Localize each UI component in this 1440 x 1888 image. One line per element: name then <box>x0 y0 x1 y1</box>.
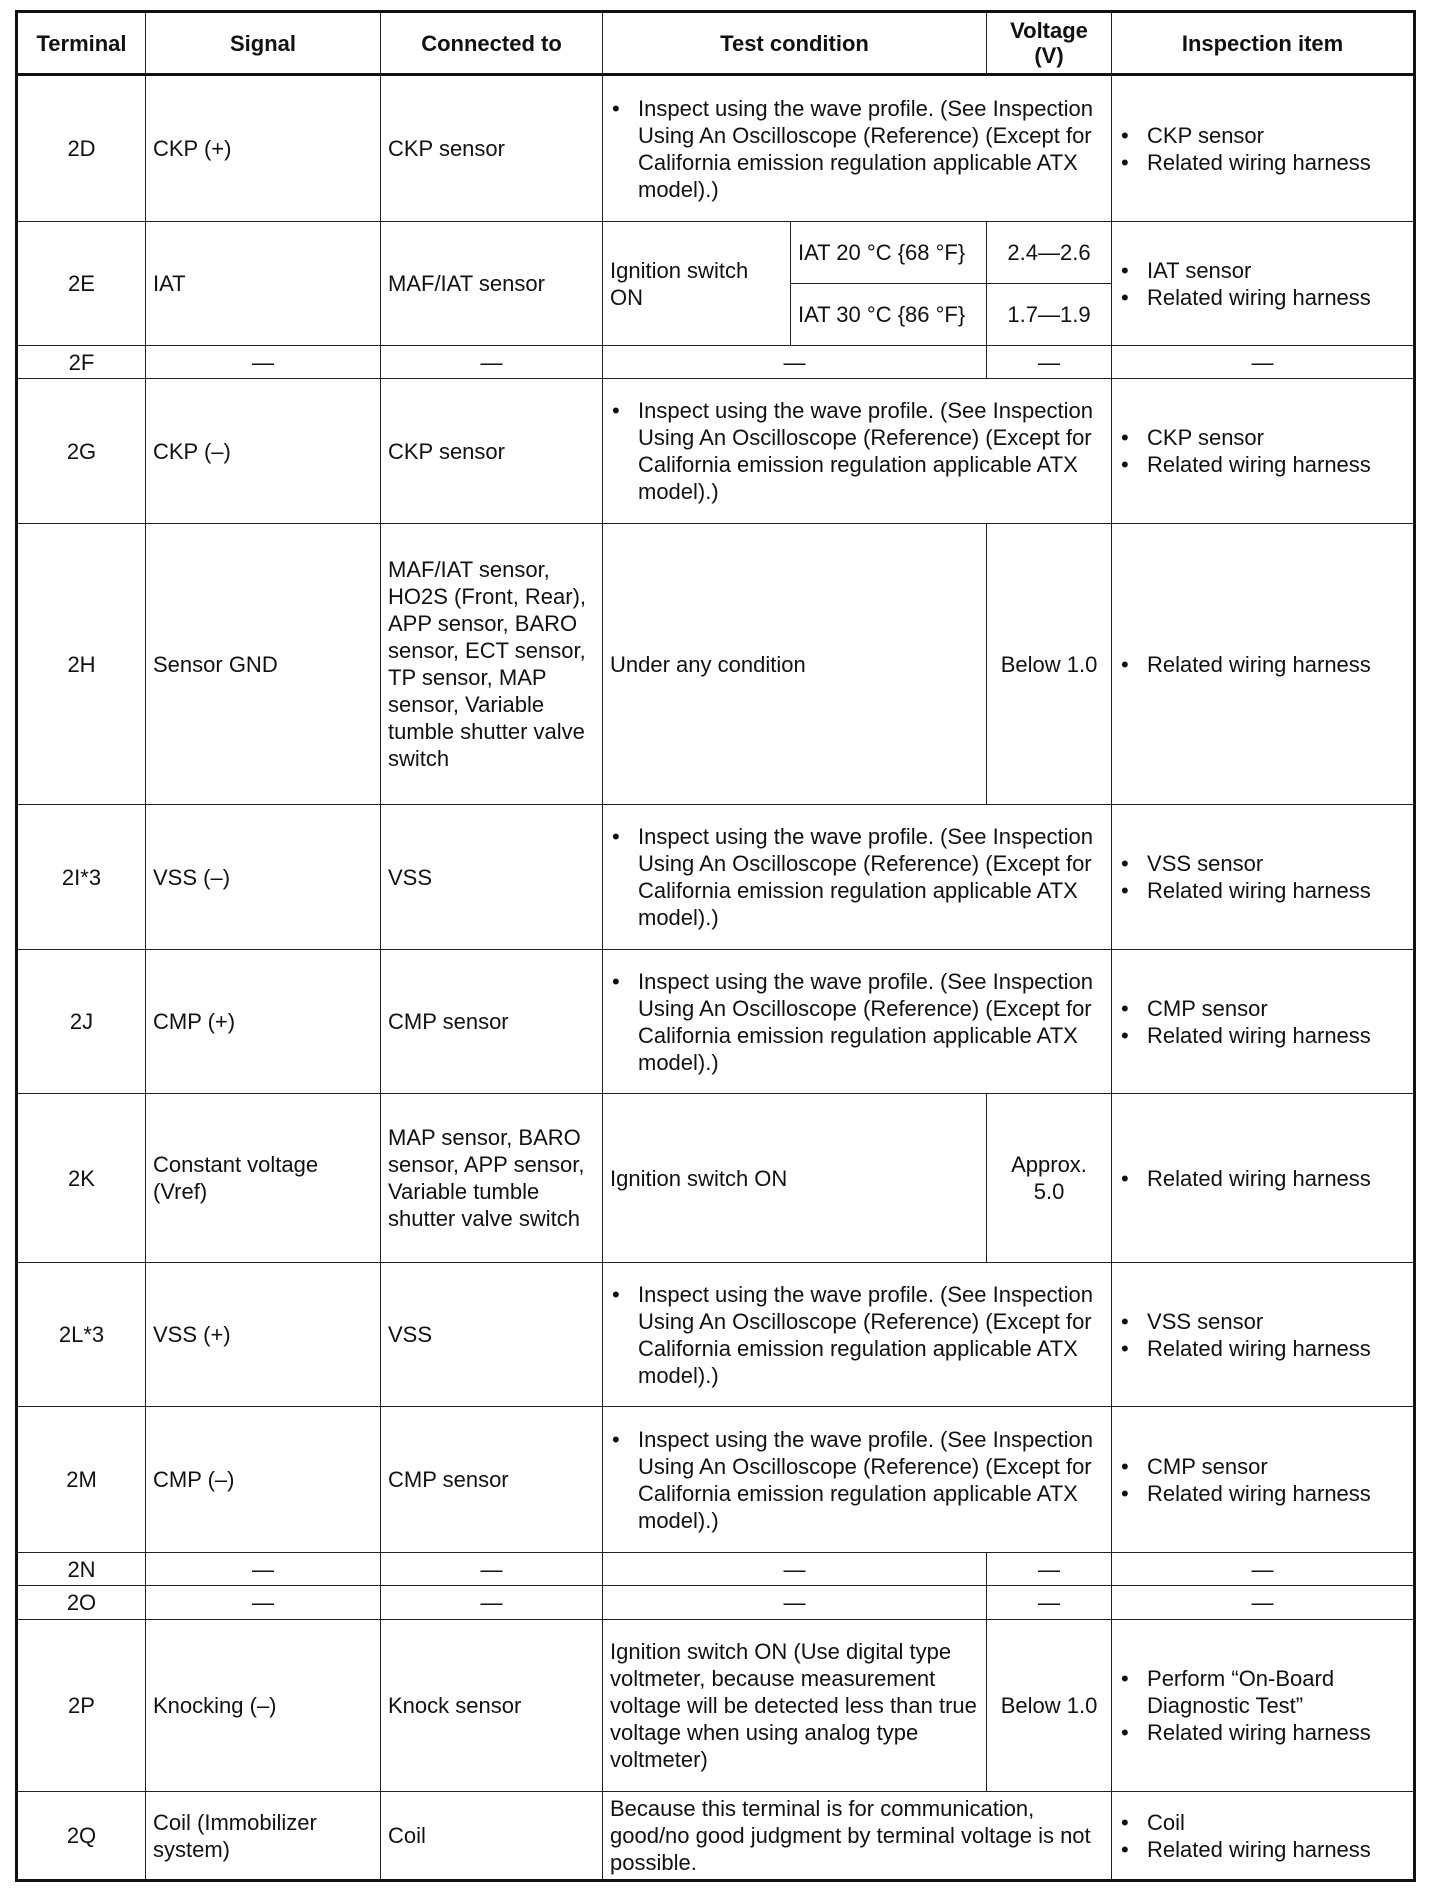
voltage-cell: Below 1.0 <box>987 1620 1112 1792</box>
table-row <box>17 950 1415 1094</box>
inspection-item-cell <box>1112 950 1415 1094</box>
bullet-item: • VSS sensor <box>1147 850 1406 877</box>
test-condition-cell: — <box>603 346 987 379</box>
test-condition-cell: Ignition switch ON <box>603 222 791 346</box>
signal-cell: CKP (+) <box>146 75 381 222</box>
signal-cell: CMP (+) <box>146 950 381 1094</box>
bullet-item: • Inspect using the wave profile. (See Inspection Using An Oscilloscope (Reference) (Except for California emission regulation applicable ATX model).) <box>638 397 1104 505</box>
bullet-item: • Related wiring harness <box>1147 1335 1406 1362</box>
table-row <box>17 1263 1415 1407</box>
connected-to-cell: Knock sensor <box>381 1620 603 1792</box>
header-voltage: Voltage (V) <box>987 12 1112 75</box>
table-row <box>17 1792 1415 1881</box>
voltage-cell: — <box>987 346 1112 379</box>
signal-cell: VSS (+) <box>146 1263 381 1407</box>
voltage-cell: 2.4—2.6 <box>987 222 1112 284</box>
signal-cell: — <box>146 1553 381 1586</box>
inspection-item-cell <box>1112 805 1415 950</box>
bullet-item: • Related wiring harness <box>1147 451 1406 478</box>
connected-to-cell: CKP sensor <box>381 379 603 524</box>
header-test-condition: Test condition <box>603 12 987 75</box>
terminal-cell: 2I*3 <box>17 805 146 950</box>
inspection-item-cell: — <box>1112 346 1415 379</box>
test-condition-cell: Because this terminal is for communication, good/no good judgment by terminal voltage is not possible. <box>603 1792 1112 1881</box>
connected-to-cell: CKP sensor <box>381 75 603 222</box>
bullet-item: • Related wiring harness <box>1147 1022 1406 1049</box>
bullet-item: • IAT sensor <box>1147 257 1406 284</box>
voltage-cell: — <box>987 1586 1112 1620</box>
terminal-cell: 2P <box>17 1620 146 1792</box>
connected-to-cell: Coil <box>381 1792 603 1881</box>
bullet-item: • Related wiring harness <box>1147 284 1406 311</box>
inspection-item-cell <box>1112 1094 1415 1263</box>
inspection-item-cell: — <box>1112 1553 1415 1586</box>
table-row <box>17 1094 1415 1263</box>
signal-cell: CKP (–) <box>146 379 381 524</box>
header-signal: Signal <box>146 12 381 75</box>
connected-to-cell: VSS <box>381 1263 603 1407</box>
connected-to-cell: CMP sensor <box>381 950 603 1094</box>
bullet-item: • Related wiring harness <box>1147 149 1406 176</box>
header-inspection-item: Inspection item <box>1112 12 1415 75</box>
bullet-item: • Related wiring harness <box>1147 1480 1406 1507</box>
bullet-item: • Inspect using the wave profile. (See Inspection Using An Oscilloscope (Reference) (Except for California emission regulation applicable ATX model).) <box>638 823 1104 931</box>
table-row <box>17 524 1415 805</box>
signal-cell: Knocking (–) <box>146 1620 381 1792</box>
test-condition-cell <box>603 805 1112 950</box>
connected-to-cell: MAF/IAT sensor, HO2S (Front, Rear), APP sensor, BARO sensor, ECT sensor, TP sensor, MAP sensor, Variable tumble shutter valve switch <box>381 524 603 805</box>
signal-cell: Coil (Immobilizer system) <box>146 1792 381 1881</box>
bullet-item: • Inspect using the wave profile. (See Inspection Using An Oscilloscope (Reference) (Except for California emission regulation applicable ATX model).) <box>638 968 1104 1076</box>
terminal-cell: 2L*3 <box>17 1263 146 1407</box>
signal-cell: CMP (–) <box>146 1407 381 1553</box>
connected-to-cell: — <box>381 1586 603 1620</box>
bullet-item: • CKP sensor <box>1147 424 1406 451</box>
bullet-item: • Inspect using the wave profile. (See Inspection Using An Oscilloscope (Reference) (Except for California emission regulation applicable ATX model).) <box>638 1426 1104 1534</box>
connected-to-cell: — <box>381 346 603 379</box>
test-condition-cell: — <box>603 1586 987 1620</box>
test-condition-cell <box>603 1407 1112 1553</box>
inspection-item-cell <box>1112 1263 1415 1407</box>
terminal-cell: 2O <box>17 1586 146 1620</box>
connected-to-cell: — <box>381 1553 603 1586</box>
signal-cell: VSS (–) <box>146 805 381 950</box>
voltage-cell: Approx. 5.0 <box>987 1094 1112 1263</box>
test-condition-cell: Under any condition <box>603 524 987 805</box>
signal-cell: Sensor GND <box>146 524 381 805</box>
test-condition-cell <box>603 950 1112 1094</box>
bullet-item: • Related wiring harness <box>1147 1836 1406 1863</box>
table-row <box>17 346 1415 379</box>
bullet-item: • Related wiring harness <box>1147 877 1406 904</box>
table-row <box>17 222 1415 284</box>
terminal-cell: 2H <box>17 524 146 805</box>
terminal-cell: 2G <box>17 379 146 524</box>
bullet-item: • Related wiring harness <box>1147 1719 1406 1746</box>
bullet-item: • Coil <box>1147 1809 1406 1836</box>
table-row <box>17 1553 1415 1586</box>
terminal-cell: 2M <box>17 1407 146 1553</box>
bullet-item: • CMP sensor <box>1147 995 1406 1022</box>
connected-to-cell: VSS <box>381 805 603 950</box>
inspection-item-cell <box>1112 75 1415 222</box>
inspection-item-cell <box>1112 222 1415 346</box>
terminal-cell: 2K <box>17 1094 146 1263</box>
table-row <box>17 75 1415 222</box>
bullet-item: • CKP sensor <box>1147 122 1406 149</box>
terminal-cell: 2F <box>17 346 146 379</box>
bullet-item: • Related wiring harness <box>1147 651 1406 678</box>
inspection-item-cell: — <box>1112 1586 1415 1620</box>
terminal-cell: 2E <box>17 222 146 346</box>
inspection-item-cell <box>1112 1407 1415 1553</box>
voltage-cell: 1.7—1.9 <box>987 284 1112 346</box>
table-row <box>17 1586 1415 1620</box>
signal-cell: Constant voltage (Vref) <box>146 1094 381 1263</box>
terminal-cell: 2J <box>17 950 146 1094</box>
terminal-cell: 2D <box>17 75 146 222</box>
table-row <box>17 1407 1415 1553</box>
test-condition-cell: Ignition switch ON <box>603 1094 987 1263</box>
inspection-item-cell <box>1112 1792 1415 1881</box>
signal-cell: — <box>146 1586 381 1620</box>
connected-to-cell: MAF/IAT sensor <box>381 222 603 346</box>
connected-to-cell: CMP sensor <box>381 1407 603 1553</box>
bullet-item: • CMP sensor <box>1147 1453 1406 1480</box>
voltage-cell: — <box>987 1553 1112 1586</box>
sub-condition-cell: IAT 20 °C {68 °F} <box>791 222 987 284</box>
test-condition-cell <box>603 75 1112 222</box>
table-row <box>17 379 1415 524</box>
inspection-item-cell <box>1112 1620 1415 1792</box>
bullet-item: • Inspect using the wave profile. (See Inspection Using An Oscilloscope (Reference) (Except for California emission regulation applicable ATX model).) <box>638 1281 1104 1389</box>
inspection-item-cell <box>1112 524 1415 805</box>
bullet-item: • Inspect using the wave profile. (See Inspection Using An Oscilloscope (Reference) (Except for California emission regulation applicable ATX model).) <box>638 95 1104 203</box>
bullet-item: • VSS sensor <box>1147 1308 1406 1335</box>
voltage-cell: Below 1.0 <box>987 524 1112 805</box>
test-condition-cell <box>603 1263 1112 1407</box>
test-condition-cell: — <box>603 1553 987 1586</box>
header-terminal: Terminal <box>17 12 146 75</box>
bullet-item: • Related wiring harness <box>1147 1165 1406 1192</box>
signal-cell: — <box>146 346 381 379</box>
header-connected-to: Connected to <box>381 12 603 75</box>
sub-condition-cell: IAT 30 °C {86 °F} <box>791 284 987 346</box>
bullet-item: • Perform “On-Board Diagnostic Test” <box>1147 1665 1406 1719</box>
test-condition-cell: Ignition switch ON (Use digital type voltmeter, because measurement voltage will be detected less than true voltage when using analog type voltmeter) <box>603 1620 987 1792</box>
test-condition-cell <box>603 379 1112 524</box>
signal-cell: IAT <box>146 222 381 346</box>
inspection-item-cell <box>1112 379 1415 524</box>
table-row <box>17 805 1415 950</box>
terminal-cell: 2N <box>17 1553 146 1586</box>
table-row <box>17 1620 1415 1792</box>
terminal-inspection-table <box>15 10 1416 1882</box>
connected-to-cell: MAP sensor, BARO sensor, APP sensor, Variable tumble shutter valve switch <box>381 1094 603 1263</box>
terminal-cell: 2Q <box>17 1792 146 1881</box>
